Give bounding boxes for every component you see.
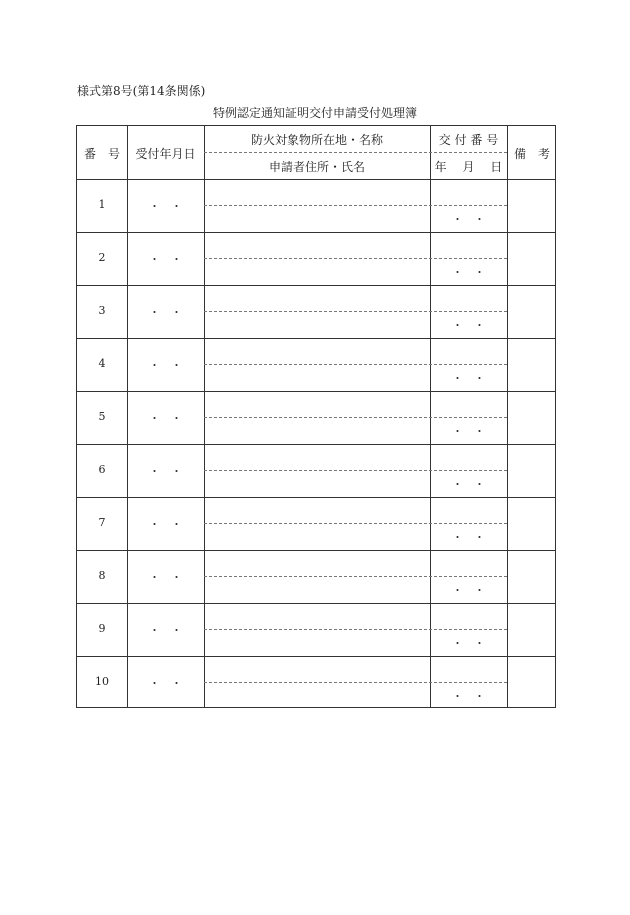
column-divider [507,126,508,707]
header-received-date: 受付年月日 [135,147,196,161]
row-dashed-divider [204,682,507,683]
row-divider [77,444,555,445]
received-date-placeholder: ・ ・ [149,412,182,425]
issue-date-placeholder: ・ ・ [452,266,485,279]
form-number: 様式第8号(第14条関係) [77,84,206,98]
header-issue-date: 年 月 日 [434,160,503,174]
issue-date-placeholder: ・ ・ [452,319,485,332]
document-title: 特例認定通知証明交付申請受付処理簿 [212,106,417,120]
issue-date-placeholder: ・ ・ [452,425,485,438]
row-divider [77,497,555,498]
row-dashed-divider [204,364,507,365]
row-divider [77,656,555,657]
row-number: 6 [98,463,106,476]
row-divider [77,603,555,604]
row-number: 10 [95,675,109,688]
issue-date-placeholder: ・ ・ [452,213,485,226]
received-date-placeholder: ・ ・ [149,253,182,266]
issue-date-placeholder: ・ ・ [452,531,485,544]
row-number: 9 [98,622,106,635]
received-date-placeholder: ・ ・ [149,306,182,319]
issue-date-placeholder: ・ ・ [452,478,485,491]
row-dashed-divider [204,258,507,259]
row-number: 8 [98,569,106,582]
row-divider [77,285,555,286]
received-date-placeholder: ・ ・ [149,200,182,213]
issue-date-placeholder: ・ ・ [452,637,485,650]
row-dashed-divider [204,205,507,206]
row-divider [77,338,555,339]
row-divider [77,391,555,392]
header-property-location-name: 防火対象物所在地・名称 [250,133,383,147]
register-table [76,125,556,708]
row-divider [77,550,555,551]
header-divider [77,179,555,180]
row-number: 7 [98,516,106,529]
received-date-placeholder: ・ ・ [149,624,182,637]
header-number: 番 号 [83,147,120,161]
header-issue-number: 交 付 番 号 [438,133,499,147]
received-date-placeholder: ・ ・ [149,677,182,690]
row-number: 2 [98,251,106,264]
header-applicant-address-name: 申請者住所・氏名 [268,160,365,174]
issue-date-placeholder: ・ ・ [452,372,485,385]
row-number: 3 [98,304,106,317]
received-date-placeholder: ・ ・ [149,465,182,478]
received-date-placeholder: ・ ・ [149,571,182,584]
row-dashed-divider [204,417,507,418]
row-number: 1 [98,198,106,211]
row-dashed-divider [204,629,507,630]
issue-date-placeholder: ・ ・ [452,584,485,597]
received-date-placeholder: ・ ・ [149,518,182,531]
row-dashed-divider [204,523,507,524]
row-dashed-divider [204,311,507,312]
issue-date-placeholder: ・ ・ [452,690,485,703]
header-remarks: 備 考 [513,147,550,161]
row-number: 4 [98,357,106,370]
received-date-placeholder: ・ ・ [149,359,182,372]
row-divider [77,232,555,233]
header-dashed-divider [204,152,507,153]
row-number: 5 [98,410,106,423]
row-dashed-divider [204,470,507,471]
row-dashed-divider [204,576,507,577]
